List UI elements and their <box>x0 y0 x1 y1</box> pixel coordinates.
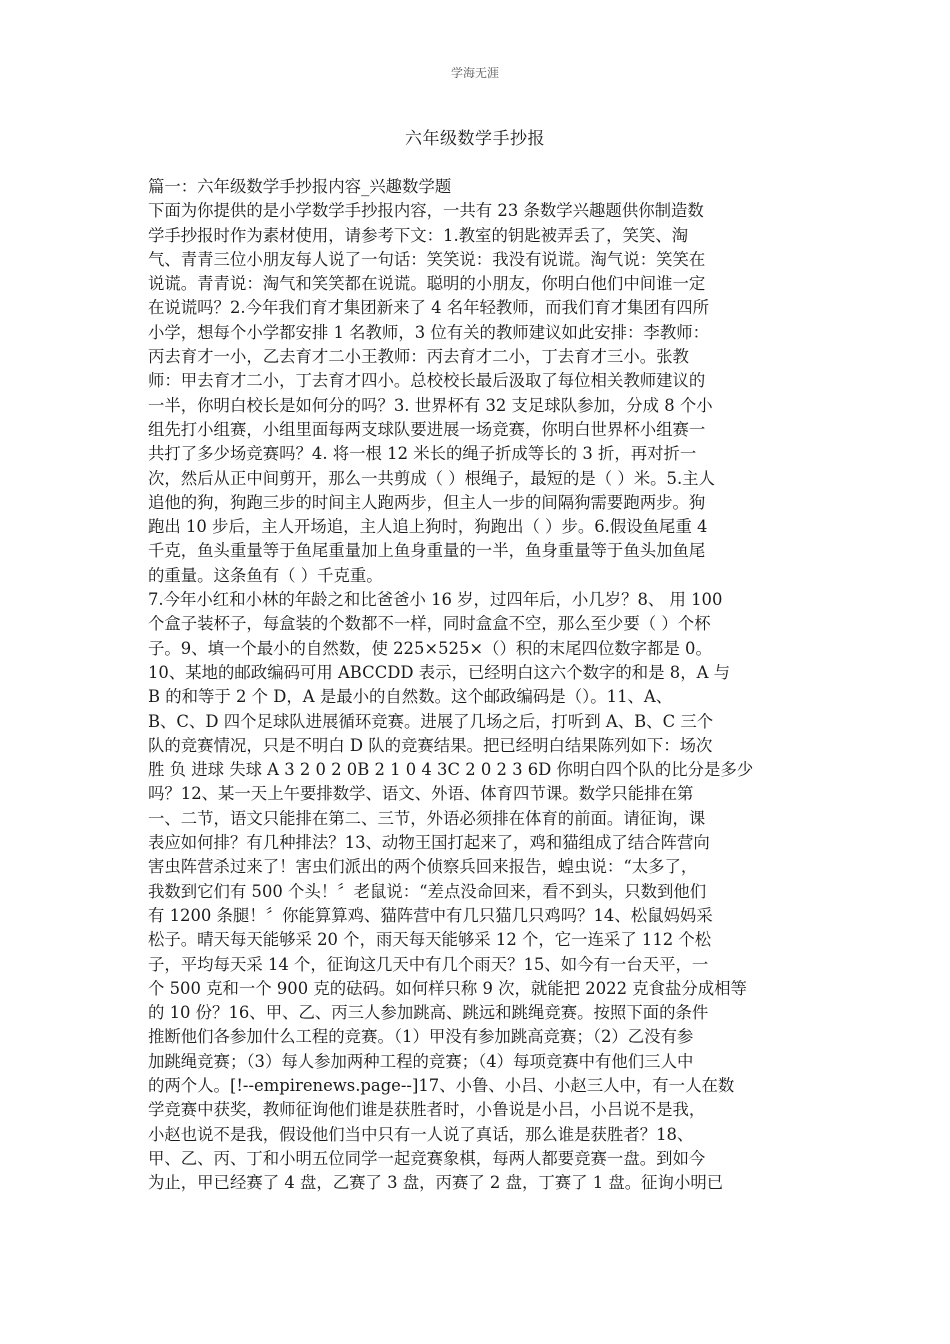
body-line: 个盒子装杯子，每盒装的个数都不一样，同时盒盒不空，那么至少要（ ）个杯 <box>148 614 711 634</box>
document-body <box>148 175 804 1195</box>
body-line: 学手抄报时作为素材使用，请参考下文：1.教室的钥匙被弄丢了，笑笑、淘 <box>148 225 689 245</box>
body-line: 次，然后从正中间剪开，那么一共剪成（ ）根绳子，最短的是（ ）米。5.主人 <box>148 468 715 488</box>
body-line: 10、某地的邮政编码可用 ABCCDD 表示，已经明白这六个数字的和是 8，A 与 <box>148 662 731 682</box>
body-line: 我数到它们有 500 个头！〞老鼠说：“差点没命回来，看不到头，只数到他们 <box>148 881 707 901</box>
body-line: 胜 负 进球 失球 A 3 2 0 2 0B 2 1 0 4 3C 2 0 2 3 6D 你明白四个队的比分是多少 <box>148 760 754 780</box>
document-title: 六年级数学手抄报 <box>405 129 545 149</box>
body-line: 子，平均每天采 14 个，征询这几天中有几个雨天？15、如今有一台天平，一 <box>148 954 709 974</box>
body-line: 在说谎吗？2.今年我们育才集团新来了 4 名年轻教师，而我们育才集团有四所 <box>148 298 709 318</box>
body-line: 小学，想每个小学都安排 1 名教师，3 位有关的教师建议如此安排：李教师： <box>148 322 709 342</box>
body-line: 甲、乙、丙、丁和小明五位同学一起竞赛象棋，每两人都要竞赛一盘。到如今 <box>148 1148 706 1168</box>
page-header: 学海无涯 <box>450 66 499 80</box>
body-line: 推断他们各参加什么工程的竞赛。（1）甲没有参加跳高竞赛；（2）乙没有参 <box>148 1027 694 1047</box>
body-line: 子。9、填一个最小的自然数，使 225×525×（）积的末尾四位数字都是 0。 <box>148 638 712 658</box>
body-line: 加跳绳竞赛；（3）每人参加两种工程的竞赛；（4）每项竞赛中有他们三人中 <box>148 1051 694 1071</box>
body-line: 个 500 克和一个 900 克的砝码。如何样只称 9 次，就能把 2022 克食盐分成相等 <box>148 978 747 998</box>
body-line: 说谎。青青说：淘气和笑笑都在说谎。聪明的小朋友，你明白他们中间谁一定 <box>148 274 706 294</box>
body-line: 吗？12、某一天上午要排数学、语文、外语、体育四节课。数学只能排在第 <box>148 784 694 804</box>
body-line: 表应如何排？有几种排法？13、动物王国打起来了，鸡和猫组成了结合阵营向 <box>148 833 710 853</box>
body-line: 有 1200 条腿！〞你能算算鸡、猫阵营中有几只猫几只鸡吗？14、松鼠妈妈采 <box>148 905 713 925</box>
body-line: 学竞赛中获奖，教师征询他们谁是获胜者时，小鲁说是小吕，小吕说不是我， <box>148 1100 706 1120</box>
body-line: 队的竞赛情况，只是不明白 D 队的竞赛结果。把已经明白结果陈列如下：场次 <box>148 735 713 755</box>
body-line: 的重量。这条鱼有（ ）千克重。 <box>148 565 383 585</box>
body-line: B、C、D 四个足球队进展循环竞赛。进展了几场之后，打听到 A、B、C 三个 <box>148 711 714 731</box>
body-line: 害虫阵营杀过来了！害虫们派出的两个侦察兵回来报告，蝗虫说：“太多了， <box>148 857 698 877</box>
body-line: 共打了多少场竞赛吗？4. 将一根 12 米长的绳子折成等长的 3 折，再对折一 <box>148 444 697 464</box>
body-line: 的两个人。[!--empirenews.page--]17、小鲁、小吕、小赵三人中，有一人在数 <box>148 1075 735 1095</box>
body-line: 松子。晴天每天能够采 20 个，雨天每天能够采 12 个，它一连采了 112 个松 <box>148 930 712 950</box>
body-line: 师：甲去育才二小，丁去育才四小。总校校长最后汲取了每位相关教师建议的 <box>148 371 706 391</box>
body-line: 千克，鱼头重量等于鱼尾重量加上鱼身重量的一半，鱼身重量等于鱼头加鱼尾 <box>148 541 706 561</box>
body-line: 7.今年小红和小林的年龄之和比爸爸小 16 岁，过四年后，小几岁？8、 用 100 <box>148 590 723 610</box>
body-line: 一、二节，语文只能排在第二、三节，外语必须排在体育的前面。请征询，课 <box>148 808 706 828</box>
body-line: 小赵也说不是我，假设他们当中只有一人说了真话，那么谁是获胜者？18、 <box>148 1124 694 1144</box>
body-line: 为止，甲已经赛了 4 盘，乙赛了 3 盘，丙赛了 2 盘，丁赛了 1 盘。征询小明已 <box>148 1173 724 1193</box>
body-line: B 的和等于 2 个 D，A 是最小的自然数。这个邮政编码是（）。11、A、 <box>148 687 673 707</box>
body-line: 一半，你明白校长是如何分的吗？3. 世界杯有 32 支足球队参加，分成 8 个小 <box>148 395 713 415</box>
body-line: 追他的狗，狗跑三步的时间主人跑两步，但主人一步的间隔狗需要跑两步。狗 <box>148 492 706 512</box>
body-line: 组先打小组赛，小组里面每两支球队要进展一场竞赛，你明白世界杯小组赛一 <box>148 419 706 439</box>
body-line: 丙去育才一小，乙去育才二小王教师：丙去育才二小，丁去育才三小。张教 <box>148 347 689 367</box>
body-line: 气、青青三位小朋友每人说了一句话：笑笑说：我没有说谎。淘气说：笑笑在 <box>148 249 706 269</box>
body-line: 篇一：六年级数学手抄报内容_兴趣数学题 <box>148 177 452 196</box>
body-line: 下面为你提供的是小学数学手抄报内容，一共有 23 条数学兴趣题供你制造数 <box>148 201 704 221</box>
body-line: 的 10 份？16、甲、乙、丙三人参加跳高、跳远和跳绳竞赛。按照下面的条件 <box>148 1003 709 1023</box>
body-line: 跑出 10 步后，主人开场追，主人追上狗时，狗跑出（ ）步。6.假设鱼尾重 4 <box>148 517 708 537</box>
